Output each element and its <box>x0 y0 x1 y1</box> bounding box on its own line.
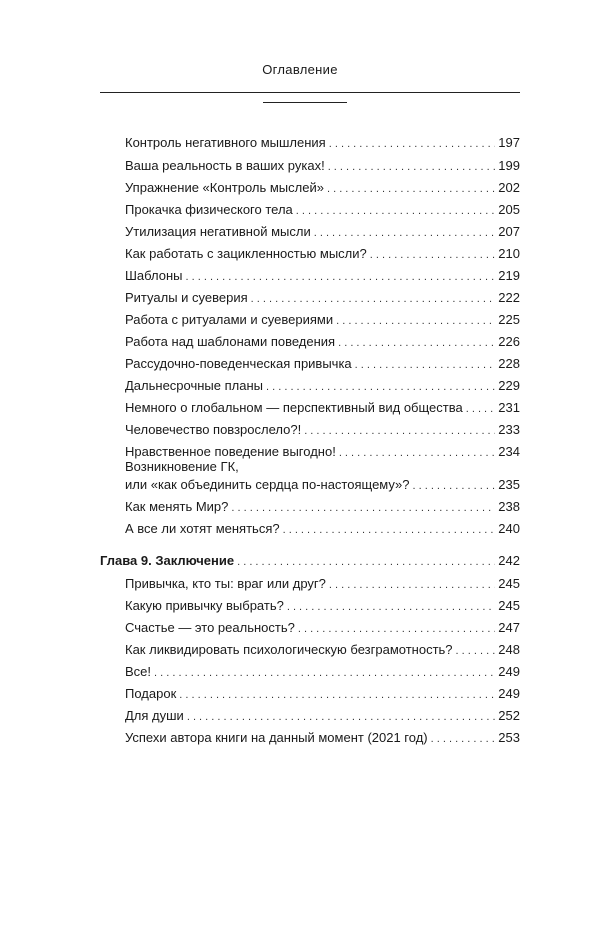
toc-entry[interactable] <box>125 268 520 285</box>
toc-entry[interactable] <box>125 708 520 725</box>
toc-entry-title: Как ликвидировать психологическую безграмотность? <box>125 642 453 657</box>
toc-entry-page: 248 <box>498 642 520 657</box>
dot-leader <box>431 730 496 747</box>
toc-entry-title: Рассудочно-поведенческая привычка <box>125 356 352 371</box>
toc-entry-page: 229 <box>498 378 520 393</box>
toc-entry[interactable] <box>125 180 520 197</box>
dot-leader <box>283 521 496 538</box>
toc-entry-title: А все ли хотят меняться? <box>125 521 280 536</box>
toc-entry-page: 222 <box>498 290 520 305</box>
toc-entry[interactable] <box>125 378 520 395</box>
toc-entry-title: Счастье — это реальность? <box>125 620 295 635</box>
header-rule <box>100 92 520 93</box>
dot-leader <box>237 553 495 570</box>
toc-entry-title: Контроль негативного мышления <box>125 135 326 150</box>
toc-entry-page: 247 <box>498 620 520 635</box>
dot-leader <box>412 477 495 494</box>
toc-entry[interactable] <box>125 356 520 373</box>
toc-entry[interactable] <box>125 290 520 307</box>
dot-leader <box>327 180 495 197</box>
toc-entry-title: Подарок <box>125 686 177 701</box>
toc-entry-page: 228 <box>498 356 520 371</box>
toc-entry-title: Все! <box>125 664 152 679</box>
toc-entry-page: 199 <box>498 158 520 173</box>
toc-entry-title: Немного о глобальном — перспективный вид общества <box>125 400 463 415</box>
toc-entry-title: Ритуалы и суеверия <box>125 290 248 305</box>
dot-leader <box>328 158 496 175</box>
toc-entry-page: 235 <box>498 477 520 492</box>
dot-leader <box>329 135 496 152</box>
toc-entry-title: Дальнесрочные планы <box>125 378 263 393</box>
toc-entry-page: 225 <box>498 312 520 327</box>
dot-leader <box>231 499 495 516</box>
toc-entry[interactable] <box>125 620 520 637</box>
toc-entry-title: Как менять Мир? <box>125 499 229 514</box>
toc-entry-title: Шаблоны <box>125 268 183 283</box>
toc-entry[interactable] <box>125 576 520 593</box>
toc-entry-page: 197 <box>498 135 520 150</box>
dot-leader <box>370 246 496 263</box>
dot-leader <box>314 224 496 241</box>
toc-entry-page: 238 <box>498 499 520 514</box>
toc-entry-title: Работа с ритуалами и суевериями <box>125 312 334 327</box>
toc-entry[interactable] <box>125 135 520 152</box>
toc-chapter-title: Глава 9. Заключение <box>100 553 235 568</box>
dot-leader <box>187 708 495 725</box>
toc-entry[interactable] <box>125 246 520 263</box>
dot-leader <box>456 642 496 659</box>
dot-leader <box>355 356 496 373</box>
toc-entry-title: Упражнение «Контроль мыслей» <box>125 180 324 195</box>
page-header-title: Оглавление <box>262 62 338 77</box>
dot-leader <box>287 598 495 615</box>
toc-entry-page: 231 <box>498 400 520 415</box>
toc-entry[interactable] <box>125 686 520 703</box>
toc-entry-title: Прокачка физического тела <box>125 202 293 217</box>
toc-entry-page: 249 <box>498 686 520 701</box>
toc-entry-title: Работа над шаблонами поведения <box>125 334 336 349</box>
dot-leader <box>339 444 495 461</box>
toc-entry[interactable] <box>125 521 520 538</box>
header-subrule <box>263 102 347 103</box>
toc-chapter-entry[interactable] <box>100 553 520 570</box>
toc-entry[interactable] <box>125 730 520 747</box>
toc-entry-page: 253 <box>498 730 520 745</box>
toc-entry[interactable] <box>125 422 520 439</box>
toc-entry-page: 245 <box>498 598 520 613</box>
dot-leader <box>251 290 496 307</box>
toc-entry[interactable] <box>125 598 520 615</box>
toc-entry[interactable] <box>125 664 520 681</box>
toc-entry-title: Утилизация негативной мысли <box>125 224 311 239</box>
toc-entry-title: Успехи автора книги на данный момент (2021 год) <box>125 730 428 745</box>
dot-leader <box>336 312 495 329</box>
toc-entry[interactable] <box>125 202 520 219</box>
dot-leader <box>154 664 495 681</box>
dot-leader <box>186 268 496 285</box>
toc-entry[interactable] <box>125 642 520 659</box>
dot-leader <box>266 378 495 395</box>
dot-leader <box>466 400 496 417</box>
toc-entry[interactable] <box>125 400 520 417</box>
toc-entry-title-line2: или «как объединить сердца по-настоящему»? <box>125 477 410 492</box>
toc-entry-page: 233 <box>498 422 520 437</box>
toc-entry[interactable] <box>125 499 520 516</box>
toc-entry-page: 234 <box>498 444 520 459</box>
dot-leader <box>179 686 495 703</box>
toc-entry-page: 245 <box>498 576 520 591</box>
dot-leader <box>304 422 495 439</box>
toc-entry-title: Какую привычку выбрать? <box>125 598 284 613</box>
dot-leader <box>338 334 495 351</box>
dot-leader <box>296 202 496 219</box>
toc-entry-title: Нравственное поведение выгодно! <box>125 444 336 459</box>
toc-entry-title: Человечество повзрослело?! <box>125 422 302 437</box>
toc-entry[interactable] <box>125 334 520 351</box>
toc-entry-page: 252 <box>498 708 520 723</box>
toc-entry-page: 202 <box>498 180 520 195</box>
toc-entry[interactable] <box>125 477 520 494</box>
toc-entry-title: Как работать с зацикленностью мысли? <box>125 246 367 261</box>
toc-entry[interactable] <box>125 224 520 241</box>
toc-entry-title: Для души <box>125 708 184 723</box>
toc-entry-title: Ваша реальность в ваших руках! <box>125 158 325 173</box>
toc-entry-page: 240 <box>498 521 520 536</box>
toc-entry-page: 249 <box>498 664 520 679</box>
toc-entry-title: Привычка, кто ты: враг или друг? <box>125 576 326 591</box>
toc-entry-page: 219 <box>498 268 520 283</box>
toc-entry[interactable] <box>125 158 520 175</box>
toc-entry-page: 226 <box>498 334 520 349</box>
toc-entry-title-line1[interactable]: Возникновение ГК, <box>125 459 239 474</box>
toc-entry[interactable] <box>125 312 520 329</box>
toc-entry-page: 242 <box>498 553 520 568</box>
toc-entry-page: 205 <box>498 202 520 217</box>
toc-entry-page: 207 <box>498 224 520 239</box>
toc-entry-page: 210 <box>498 246 520 261</box>
dot-leader <box>298 620 495 637</box>
dot-leader <box>329 576 495 593</box>
